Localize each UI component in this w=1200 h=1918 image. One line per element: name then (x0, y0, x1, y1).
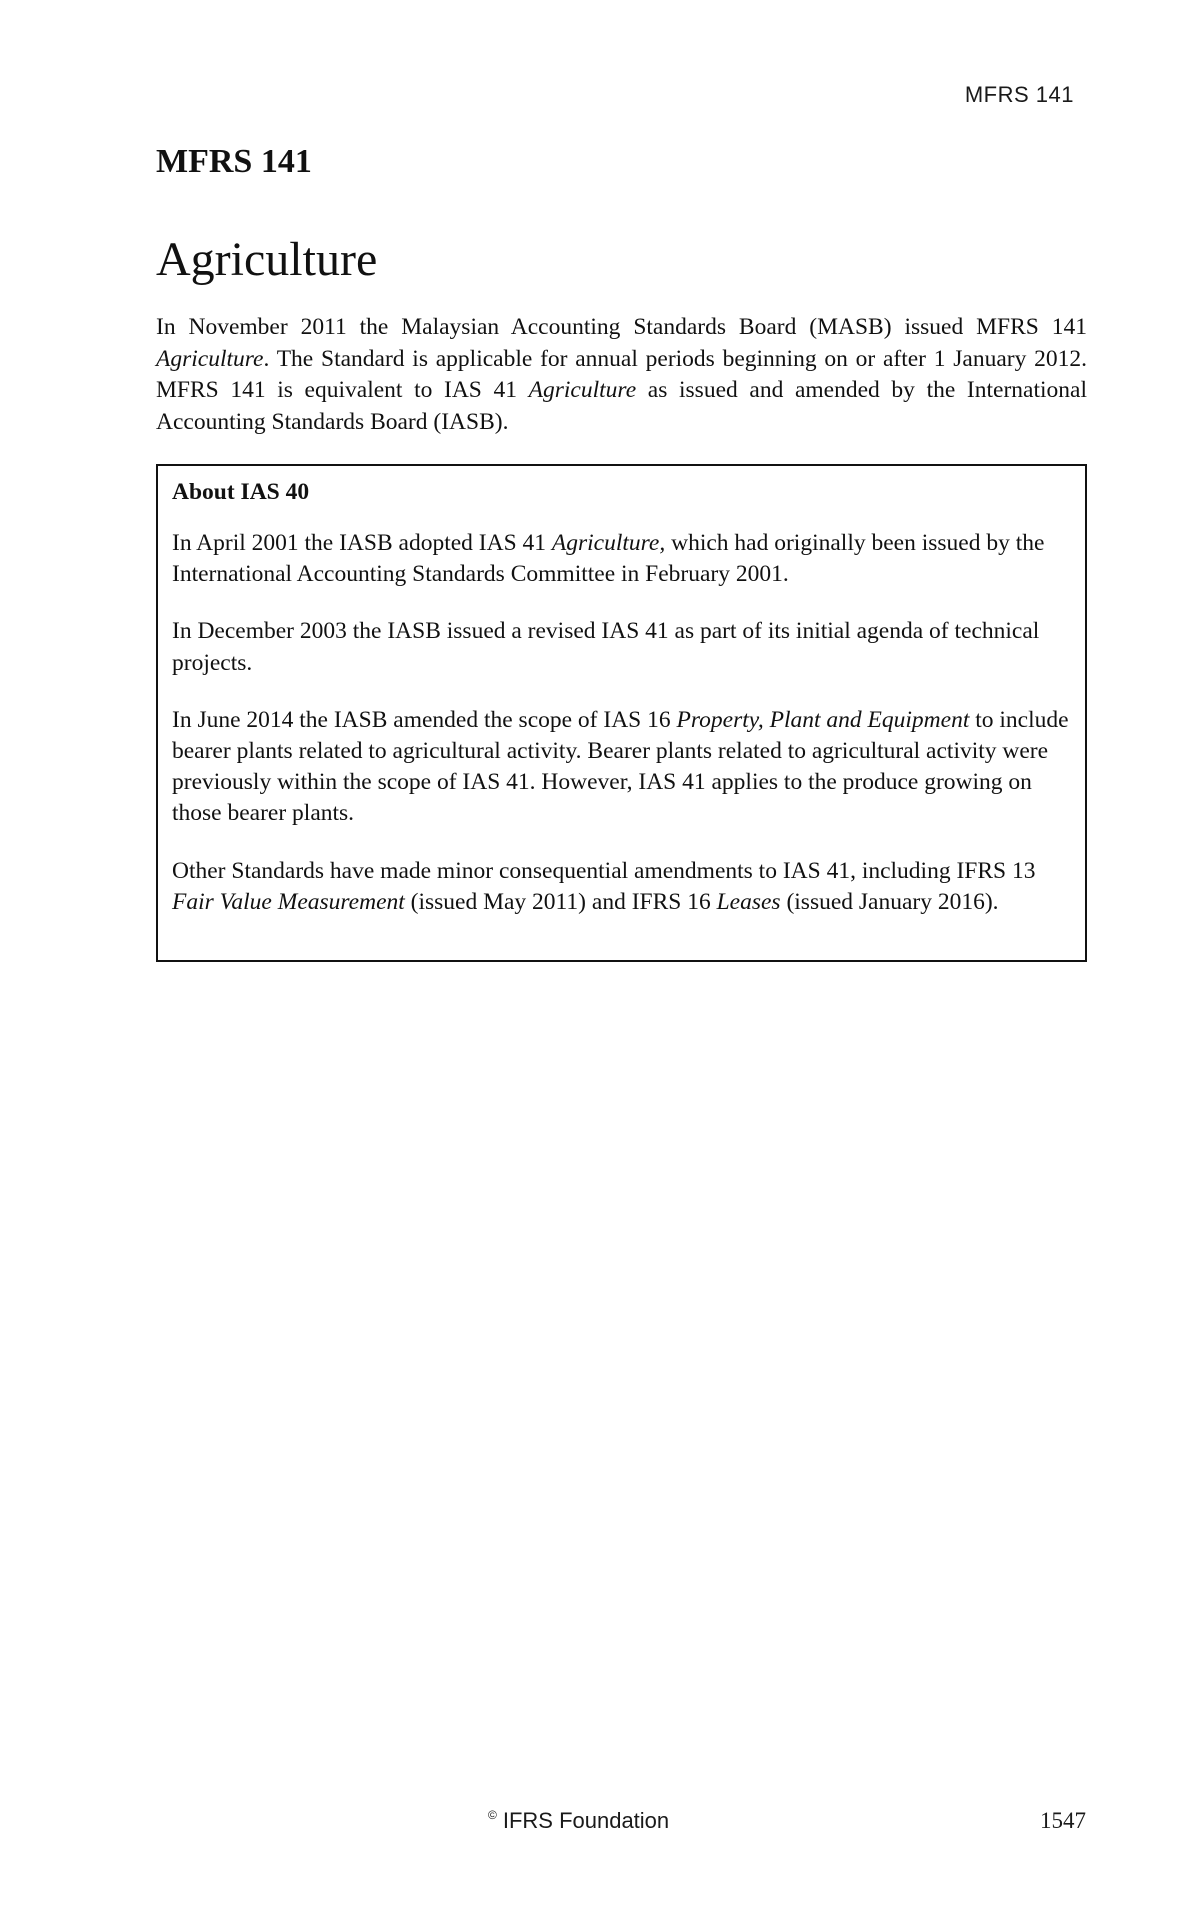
about-text: In April 2001 the IASB adopted IAS 41 (172, 530, 552, 556)
standard-title: Agriculture (156, 233, 378, 286)
about-text: which had originally been issued by the International Accounting Standards Committee in February 2001. (172, 530, 1045, 588)
intro-paragraph (156, 312, 1087, 438)
about-text: In June 2014 the IASB amended the scope of IAS 16 (172, 706, 677, 733)
about-text: Other Standards have made minor consequential amendments to IAS 41, including IFRS 13 (172, 857, 1036, 884)
about-italic-title: Fair Value Measurement (172, 888, 405, 915)
about-paragraph-2 (172, 616, 1069, 678)
page-number: 1547 (1040, 1808, 1086, 1833)
intro-italic-title: Agriculture (156, 345, 264, 372)
intro-text: In November 2011 the Malaysian Accounting Standards Board (MASB) issued MFRS 141 (156, 314, 1087, 340)
about-italic-title: Leases (716, 888, 781, 915)
running-head: MFRS 141 (964, 82, 1074, 107)
about-box (156, 464, 1087, 962)
about-paragraph-1 (172, 528, 1069, 590)
intro-text: as issued and amended by the International Accounting Standards Board (IASB). (156, 377, 1087, 435)
about-italic-title: Property, Plant and Equipment (676, 706, 970, 733)
copyright-footer (488, 1808, 669, 1834)
about-paragraph-3 (172, 705, 1069, 830)
intro-text: . The Standard is applicable for annual periods beginning on or after 1 January 2012. MFRS 141 is equivalent to IAS 41 (156, 345, 1087, 403)
standard-id: MFRS 141 (156, 143, 312, 180)
about-text: to include bearer plants related to agricultural activity. Bearer plants related to agricultural activity were previously within the scope of IAS 41. However, IAS 41 applies to the produce growing on those bearer plants. (172, 706, 1069, 827)
about-paragraph-4 (172, 856, 1069, 918)
intro-italic-title: Agriculture (528, 377, 637, 403)
about-text: (issued January 2016). (780, 888, 999, 915)
copyright-text: IFRS Foundation (502, 1808, 670, 1833)
about-italic-title: Agriculture, (551, 530, 666, 556)
about-heading: About IAS 40 (172, 479, 310, 505)
about-text: (issued May 2011) and IFRS 16 (404, 888, 717, 915)
copyright-icon: © (488, 1808, 497, 1822)
about-text: In December 2003 the IASB issued a revised IAS 41 as part of its initial agenda of technical projects. (172, 618, 1040, 676)
